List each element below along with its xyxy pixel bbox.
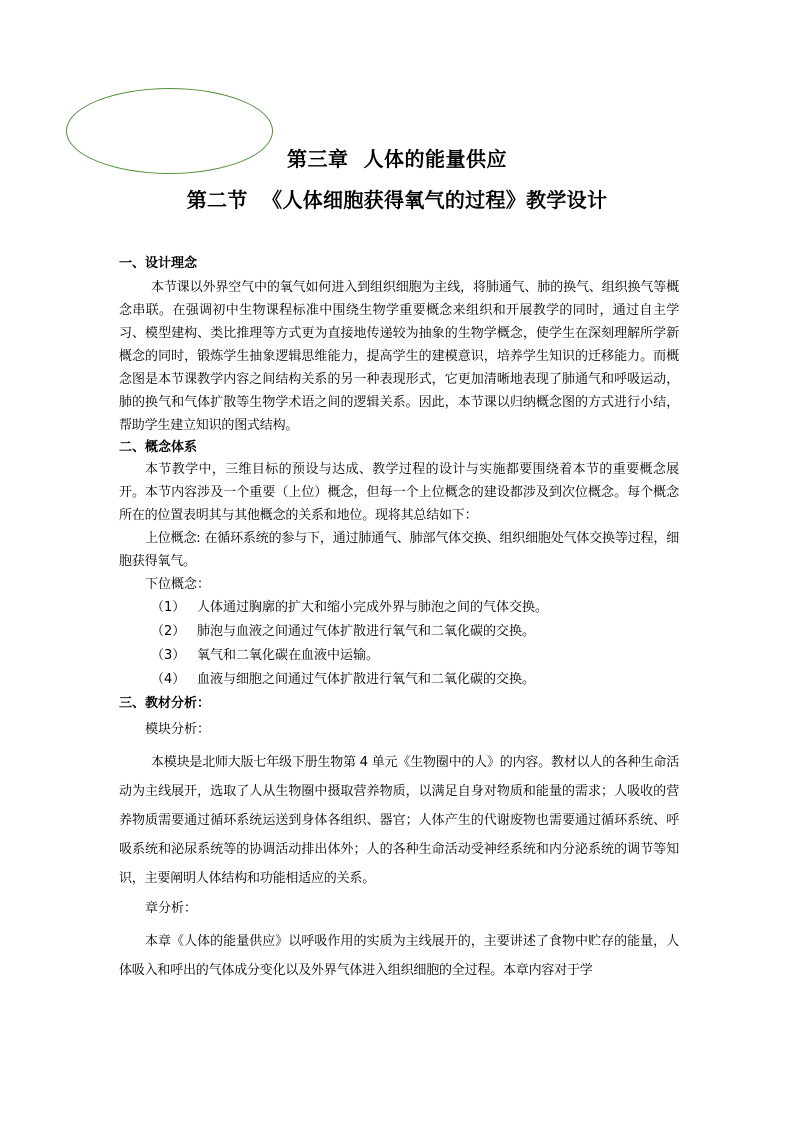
list-item-number: （4） [151, 672, 186, 687]
lower-concept-label: 下位概念： [145, 577, 211, 592]
chapter-analysis-label: 章分析： [145, 901, 198, 916]
upper-concept-paragraph: 上位概念: 在循环系统的参与下，通过肺通气、肺部气体交换、组织细胞处气体交换等过程，细胞获得氧气。 [119, 531, 679, 569]
list-item [119, 644, 679, 668]
heading-textbook-analysis: 三、教材分析： [119, 696, 211, 711]
chapter-title: 第三章 人体的能量供应 [287, 147, 507, 171]
document-body [119, 254, 679, 985]
list-item-number: （3） [151, 648, 186, 663]
list-item-number: （1） [151, 600, 186, 615]
design-concept-paragraph: 本节课以外界空气中的氧气如何进入到组织细胞为主线，将肺通气、肺的换气、组织换气等概念串联。在强调初中生物课程标准中围绕生物学重要概念来组织和开展教学的同时，通过自主学习、模型建构、类比推理等方式更为直接地传递较为抽象的生物学概念，使学生在深刻理解所学新概念的同时，锻炼学生抽象逻辑思维能力，提高学生的建模意识，培养学生知识的迁移能力。而概念图是本节课教学内容之间结构关系的另一种表现形式，它更加清晰地表现了肺通气和呼吸运动，肺的换气和气体扩散等生物学术语之间的逻辑关系。因此，本节课以归纳概念图的方式进行小结，帮助学生建立知识的图式结构。 [119, 280, 679, 433]
heading-design-concept: 一、设计理念 [119, 256, 198, 271]
module-analysis-label: 模块分析： [145, 722, 211, 737]
list-item-text: 人体通过胸廓的扩大和缩小完成外界与肺泡之间的气体交换。 [197, 600, 549, 615]
section-title: 第二节 《人体细胞获得氧气的过程》教学设计 [186, 188, 608, 212]
list-item [119, 668, 679, 692]
module-analysis-paragraph: 本模块是北师大版七年级下册生物第 4 单元《生物圈中的人》的内容。教材以人的各种生命活动为主线展开，选取了人从生物圈中摄取营养物质，以满足自身对物质和能量的需求；人吸收的营养物质需要通过循环系统运送到身体各组织、器官；人体产生的代谢废物也需要通过循环系统、呼吸系统和泌尿系统等的协调活动排出体外；人的各种生命活动受神经系统和内分泌系统的调节等知识，主要阐明人体结构和功能相适应的关系。 [119, 755, 679, 886]
chapter-analysis-paragraph: 本章《人体的能量供应》以呼吸作用的实质为主线展开的，主要讲述了食物中贮存的能量，人体吸入和呼出的气体成分变化以及外界气体进入组织细胞的全过程。本章内容对于学 [119, 934, 679, 978]
list-item-text: 血液与细胞之间通过气体扩散进行氧气和二氧化碳的交换。 [197, 672, 536, 687]
list-item [119, 620, 679, 644]
list-item [119, 596, 679, 620]
concept-system-intro: 本节教学中，三维目标的预设与达成、教学过程的设计与实施都要围绕着本节的重要概念展开。本节内容涉及一个重要（上位）概念，但每一个上位概念的建设都涉及到次位概念。每个概念所在的位置表明其与其他概念的关系和地位。现将其总结如下： [119, 462, 679, 523]
list-item-text: 氧气和二氧化碳在血液中运输。 [197, 648, 380, 663]
list-item-text: 肺泡与血液之间通过气体扩散进行氧气和二氧化碳的交换。 [197, 624, 536, 639]
heading-concept-system: 二、概念体系 [119, 440, 198, 455]
list-item-number: （2） [151, 624, 186, 639]
